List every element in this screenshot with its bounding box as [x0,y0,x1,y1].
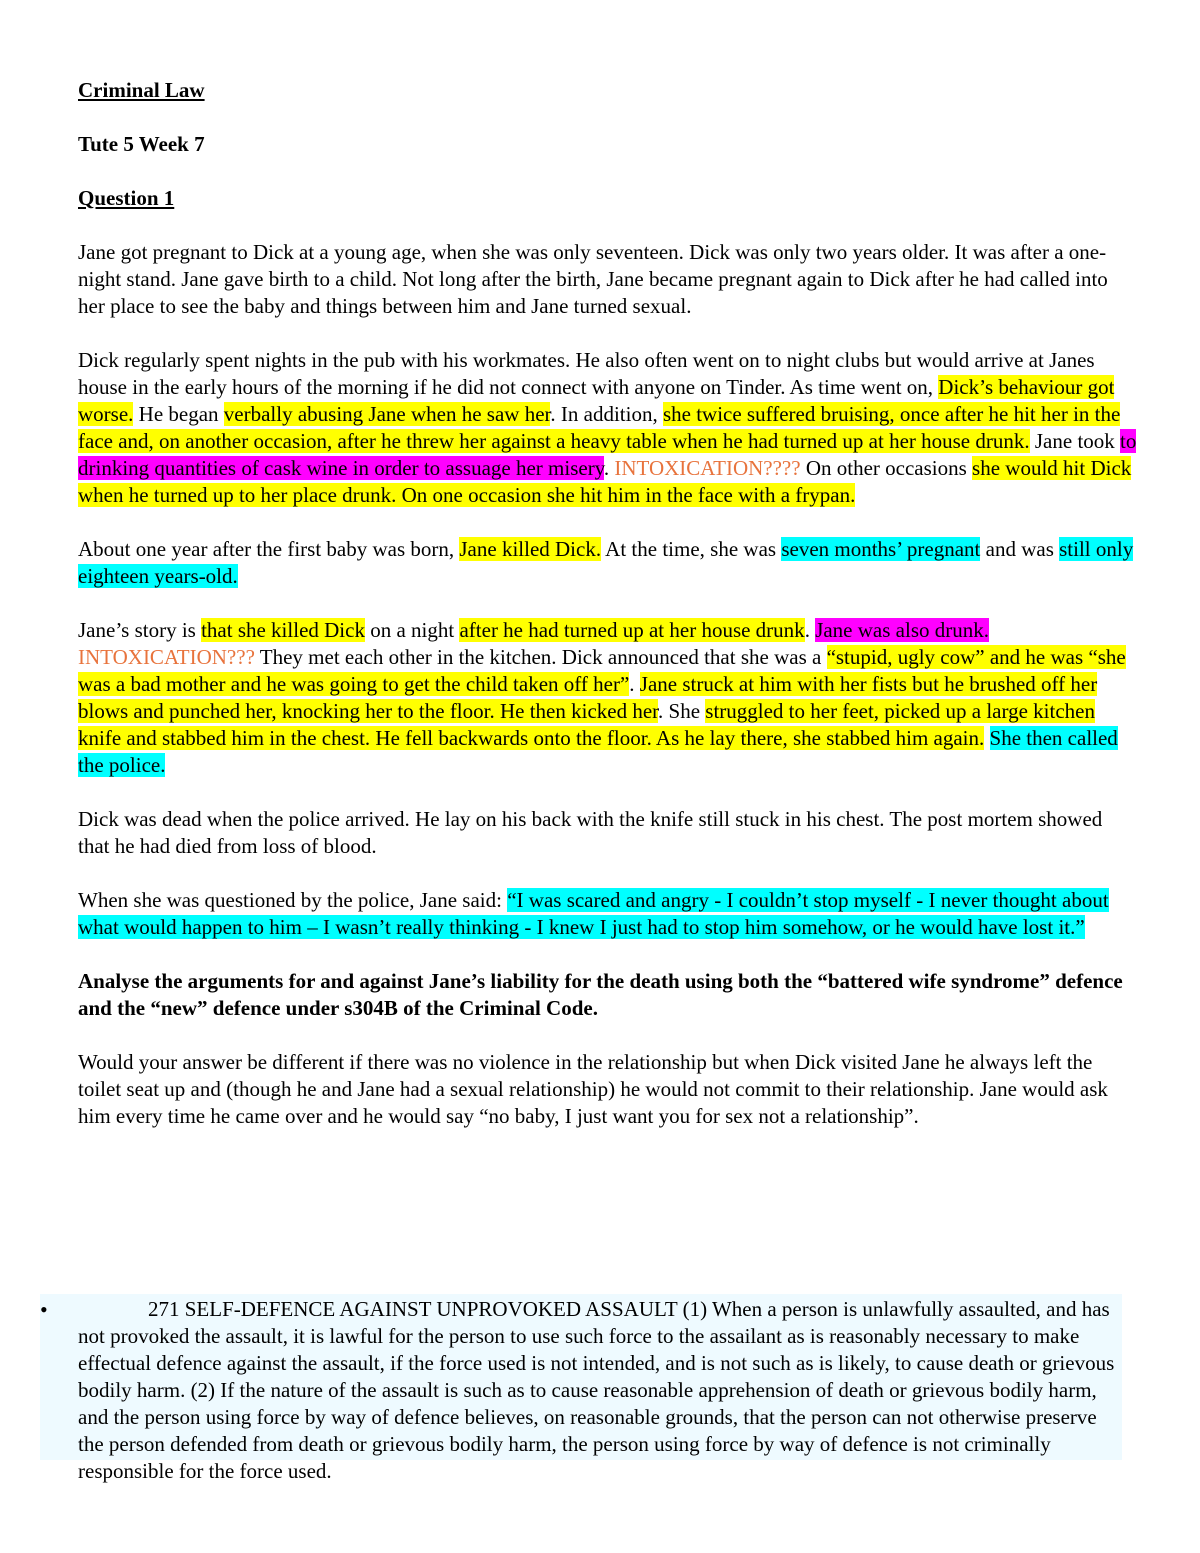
paragraph-killing [78,536,1138,590]
highlight-cyan: still only eighteen years-old. [78,537,1134,588]
highlight-yellow: Dick’s behaviour got worse. [78,375,1115,426]
highlight-yellow: Jane struck at him with her fists but he brushed off her blows and punched her, knocking her to the floor. He then kicked her [78,672,1098,723]
text-run: At the time, she was [601,537,782,561]
highlight-yellow: after he had turned up at her house drunk [459,618,805,642]
statute-271-text: 271 SELF-DEFENCE AGAINST UNPROVOKED ASSAULT (1) When a person is unlawfully assaulted, and has not provoked the assault, it is lawful for the person to use such force to the assailant as is reasonably necessary to make effectual defence against the assault, if the force used is not intended, and is not such as is likely, to cause death or grievous bodily harm. (2) If the nature of the assault is such as to cause reasonable apprehension of death or grievous bodily harm, and the person using force by way of defence believes, on reasonable grounds, that the person can not otherwise preserve the person defended from death or grievous bodily harm, the person using force by way of defence is not criminally responsible for the force used. [78,1297,1115,1483]
text-run: and was [980,537,1060,561]
text-run: He began [133,402,224,426]
text-run: . [629,672,640,696]
text-run: Jane’s story is [78,618,202,642]
intoxication-note: INTOXICATION??? [78,645,255,669]
paragraph-police-arrival: Dick was dead when the police arrived. He lay on his back with the knife still stuck in his chest. The post mortem showed that he had died from loss of blood. [78,807,1103,858]
text-run: They met each other in the kitchen. Dick announced that she was a [254,645,827,669]
highlight-cyan: She then called the police. [78,726,1118,777]
highlight-yellow: struggled to her feet, picked up a large kitchen knife and stabbed him in the chest. He fell backwards onto the floor. As he lay there, she stabbed him again. [78,699,1095,750]
text-run: . In addition, [550,402,663,426]
statute-note-box [40,1294,1122,1483]
paragraph-background: Jane got pregnant to Dick at a young age, when she was only seventeen. Dick was only two years older. It was after a one-night stand. Jane gave birth to a child. Not long after the birth, Jane became pregnant again to Dick after he had called into her place to see the baby and things between him and Jane turned sexual. [78,240,1108,318]
bullet-icon: • [40,1297,48,1322]
document-title: Criminal Law [78,78,205,102]
text-run: . She [658,699,706,723]
text-run: Dick regularly spent nights in the pub with his workmates. He also often went on to night clubs but would arrive at Janes house in the early hours of the morning if he did not connect with anyone on Tinder. As time went on, [78,348,1095,399]
text-run: . [804,618,816,642]
document-subtitle: Tute 5 Week 7 [78,132,205,156]
paragraph-behaviour [78,347,1138,509]
highlight-cyan: “I was scared and angry - I couldn’t stop myself - I never thought about what would happen to him – I wasn’t really thinking - I knew I just had to stop him somehow, or he would have lost it.” [78,888,1109,939]
text-run: on a night [364,618,460,642]
intoxication-note: INTOXICATION???? [614,456,801,480]
highlight-yellow: she would hit Dick when he turned up to her place drunk. On one occasion she hit him in the face with a frypan. [78,456,1132,507]
text-run: About one year after the first baby was born, [78,537,460,561]
highlight-yellow: that she killed Dick [201,618,365,642]
highlight-yellow: “stupid, ugly cow” and he was “she was a bad mother and he was going to get the child taken off her” [78,645,1126,696]
text-run: Jane took [1029,429,1121,453]
document-body [78,77,1138,1130]
question-prompt: Analyse the arguments for and against Jane’s liability for the death using both the “battered wife syndrome” defence and the “new” defence under s304B of the Criminal Code. [78,969,1123,1020]
text-run: On other occasions [800,456,973,480]
paragraph-janes-story [78,617,1138,779]
highlight-magenta: Jane was also drunk. [815,618,989,642]
paragraph-alternative-scenario: Would your answer be different if there was no violence in the relationship but when Dick visited Jane he always left the toilet seat up and (though he and Jane had a sexual relationship) he would not commit to their relationship. Jane would ask him every time he came over and he would say “no baby, I just want you for sex not a relationship”. [78,1050,1108,1128]
text-run: When she was questioned by the police, Jane said: [78,888,508,912]
question-heading: Question 1 [78,186,175,210]
highlight-yellow: Jane killed Dick. [459,537,602,561]
highlight-magenta: to drinking quantities of cask wine in order to assuage her misery [78,429,1137,480]
highlight-yellow: she twice suffered bruising, once after he hit her in the face and, on another occasion, after he threw her against a heavy table when he had turned up at her house drunk. [78,402,1121,453]
text-run: . [603,456,615,480]
paragraph-janes-statement [78,887,1138,941]
text-run [984,726,989,750]
highlight-cyan: seven months’ pregnant [781,537,981,561]
highlight-yellow: verbally abusing Jane when he saw her [223,402,551,426]
